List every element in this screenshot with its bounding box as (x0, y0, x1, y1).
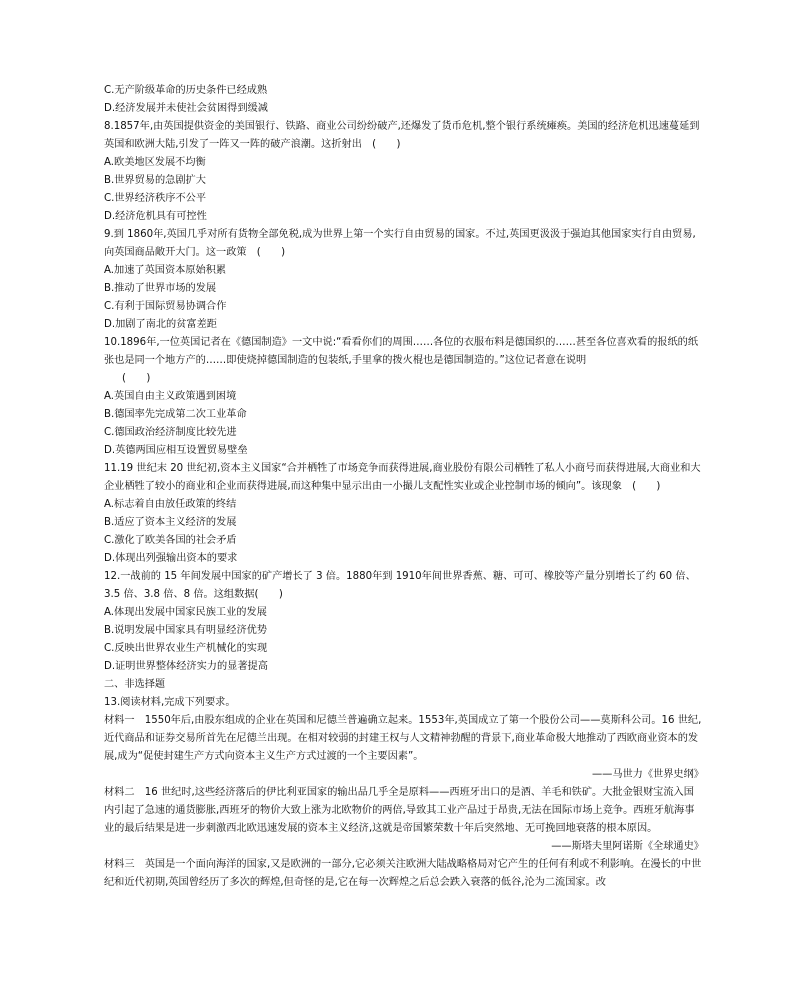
question-10-stem: 10.1896年,一位英国记者在《德国制造》一文中说:“看看你们的周围……各位的衣服布料是德国织的……甚至各位喜欢看的报纸的纸张也是同一个地方产的……即使烧掉德国制造的包装纸,手里拿的拨火棍也是德国制造的。”这位记者意在说明 (104, 337, 699, 366)
option-c: C.有利于国际贸易协调合作 (104, 301, 227, 312)
option-c: C.激化了欧美各国的社会矛盾 (104, 535, 237, 546)
question-11-stem: 11.19 世纪末 20 世纪初,资本主义国家“合并栖牲了市场竞争而获得进展,商业股份有限公司栖牲了私人小商号而获得进展,大商业和大企业栖牲了较小的商业和企业而获得进展,而这种集中显示出由一小撮儿支配性实业或企业控制市场的倾向”。该现象 ( ) (104, 463, 701, 492)
exam-page (104, 82, 704, 892)
option-b: B.说明发展中国家具有明显经济优势 (104, 625, 268, 636)
option-b: B.适应了资本主义经济的发展 (104, 517, 237, 528)
option-d: D.经济危机具有可控性 (104, 211, 207, 222)
option-d: D.加剧了南北的贫富差距 (104, 319, 217, 330)
option-c: C.无产阶级革命的历史条件已经成熟 (104, 85, 268, 96)
question-12-stem: 12.一战前的 15 年间发展中国家的矿产增长了 3 倍。1880年到 1910年间世界香蕉、糖、可可、橡胶等产量分别增长了约 60 倍、3.5 倍、3.8 倍、8 倍。这组数据( ) (104, 571, 696, 600)
material-2-source: ——斯塔夫里阿诺斯《全球通史》 (551, 841, 704, 852)
section-heading: 二、非选择题 (104, 679, 166, 690)
option-c: C.世界经济秩序不公平 (104, 193, 207, 204)
option-a: A.加速了英国资本原始积累 (104, 265, 227, 276)
option-d: D.经济发展并未使社会贫困得到缓减 (104, 103, 268, 114)
material-1: 材料一 1550年后,由股东组成的企业在英国和尼德兰普遍确立起来。1553年,英国成立了第一个股份公司——莫斯科公司。16 世纪,近代商品和证券交易所首先在尼德兰出现。在相对较弱的封建王权与人文精神勃醒的背景下,商业革命极大地推动了西欧商业资本的发展,成为“促使封建生产方式向资本主义生产方式过渡的一个主要因素”。 (104, 715, 702, 762)
question-9-stem: 9.到 1860年,英国几乎对所有货物全部免税,成为世界上第一个实行自由贸易的国家。不过,英国更汲汲于强迫其他国家实行自由贸易,向英国商品敞开大门。这一政策 ( ) (104, 229, 696, 258)
option-a: A.体现出发展中国家民族工业的发展 (104, 607, 267, 618)
question-8-stem: 8.1857年,由英国提供资金的美国银行、铁路、商业公司纷纷破产,还爆发了货币危机,整个银行系统瘫痪。美国的经济危机迅速蔓延到英国和欧洲大陆,引发了一阵又一阵的破产浪潮。这折射出 ( ) (104, 121, 700, 150)
option-b: B.德国率先完成第二次工业革命 (104, 409, 247, 420)
material-2: 材料二 16 世纪时,这些经济落后的伊比利亚国家的输出品几乎全是原料——西班牙出口的是酒、羊毛和铁矿。大批金银财宝流入国内引起了急速的通货膨胀,西班牙的物价大致上涨为北欧物价的两倍,导致其工业产品过于昂贵,无法在国际市场上竞争。西班牙航海事业的最后结果是进一步刺激西北欧迅速发展的资本主义经济,这就是帝国繁荣数十年后突然地、无可挽回地衰落的根本原因。 (104, 787, 695, 834)
material-3: 材料三 英国是一个面向海洋的国家,又是欧洲的一部分,它必须关注欧洲大陆战略格局对它产生的任何有利或不利影响。在漫长的中世纪和近代初期,英国曾经历了多次的辉煌,但奇怪的是,它在每一次辉煌之后总会跌入衰落的低谷,沦为二流国家。改 (104, 859, 702, 888)
option-a: A.标志着自由放任政策的终结 (104, 499, 237, 510)
option-b: B.世界贸易的急剧扩大 (104, 175, 206, 186)
option-a: A.英国自由主义政策遇到困境 (104, 391, 237, 402)
question-13-stem: 13.阅读材料,完成下列要求。 (104, 697, 236, 708)
option-c: C.德国政治经济制度比较先进 (104, 427, 237, 438)
option-d: D.英德两国应相互设置贸易壁垒 (104, 445, 248, 456)
material-1-source: ——马世力《世界史纲》 (591, 769, 704, 780)
answer-paren: ( ) (122, 373, 151, 384)
option-b: B.推动了世界市场的发展 (104, 283, 217, 294)
option-c: C.反映出世界农业生产机械化的实现 (104, 643, 268, 654)
option-a: A.欧美地区发展不均衡 (104, 157, 206, 168)
option-d: D.证明世界整体经济实力的显著提高 (104, 661, 268, 672)
option-d: D.体现出列强输出资本的要求 (104, 553, 238, 564)
